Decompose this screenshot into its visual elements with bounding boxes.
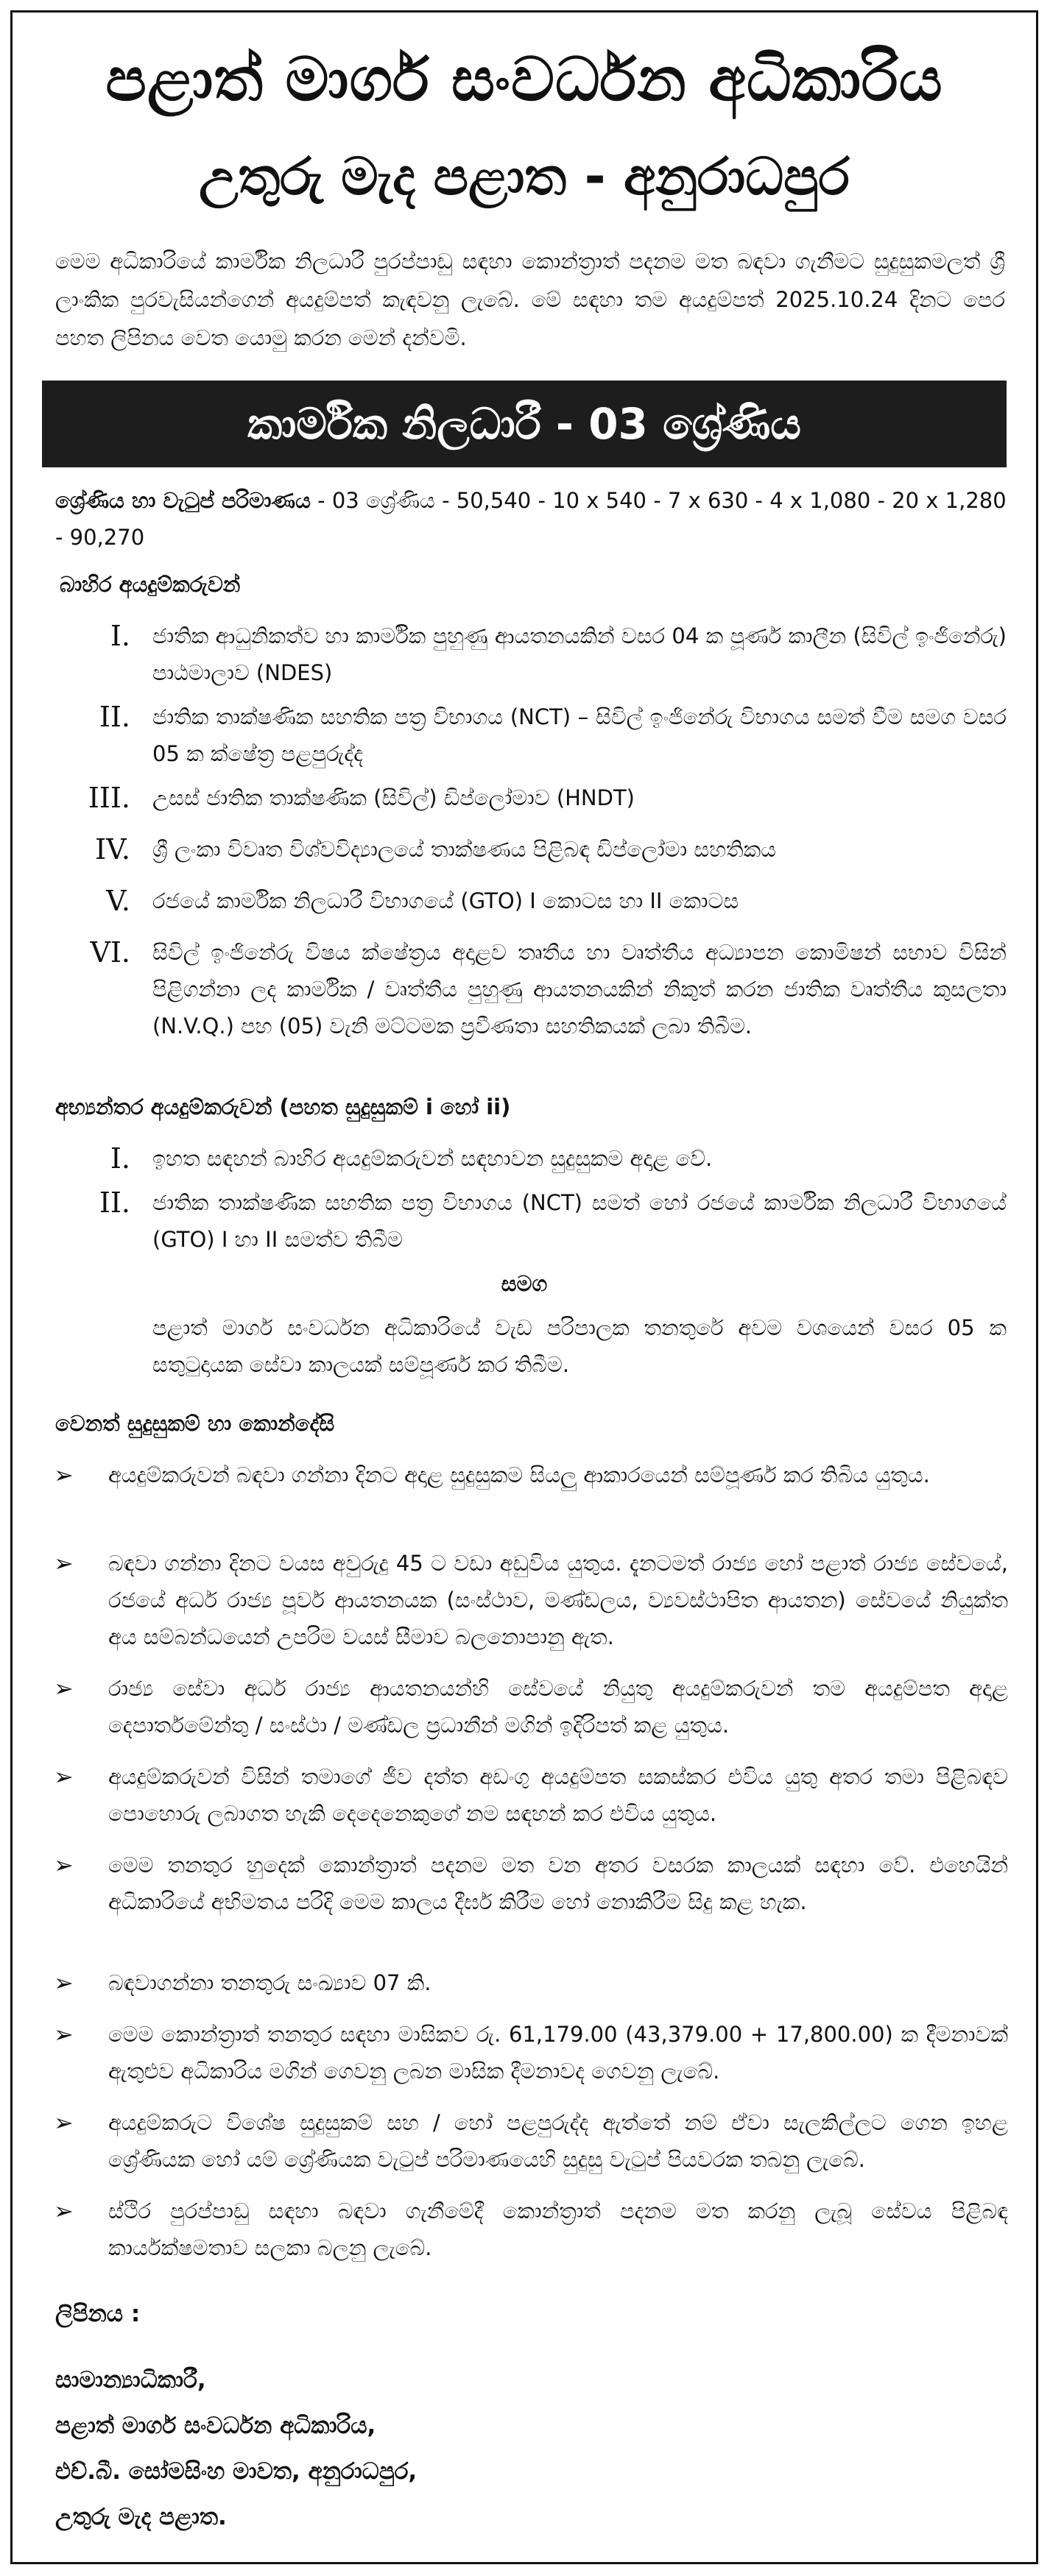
condition-item: බඳවාගන්නා තනතුරු සංඛ්‍යාව 07 කි. (108, 1970, 431, 1995)
address-line: එච්.බී. සෝමසිංහ මාවත, අනුරාධපුර, (55, 2458, 417, 2485)
external-heading: බාහිර අයදුම්කරුවන් (60, 572, 241, 597)
condition-item: මෙම කොන්ත්‍රාත් තනතුර සඳහා මාසිකව රු. 61,179.00 (43,379.00 + 17,800.00) ක දීමනාවක් ඇතුළුව අධිකාරිය මගින් ගෙවනු ලබන මාසික දීමනාවද ගෙවනු ලැබේ. (108, 2022, 1008, 2084)
internal-extra-text: පළාත් මාර්ග සංවර්ධන අධිකාරියේ වැඩ පරිපාලක තනතුරේ අවම වශයෙන් වසර 05 ක සතුටුදායක සේවා කාලයක් සම්පූර්ණ කර තිබීම. (152, 1315, 1007, 1377)
external-item-text: ශ්‍රී ලංකා විවෘත විශ්වවිද්‍යාලයේ තාක්ෂණය පිළිබඳ ඩිප්ලෝමා සහතිකය (152, 837, 777, 862)
bullet-arrow-icon: ➢ (54, 1763, 74, 1791)
external-item-text: උසස් ජාතික තාක්ෂණික (සිවිල්) ඩිප්ලෝමාව (HNDT) (152, 785, 635, 810)
bullet-arrow-icon: ➢ (54, 2020, 74, 2048)
internal-heading: අභ්‍යන්තර අයදුම්කරුවන් (පහත සුදුසුකම් i හෝ ii) (55, 1094, 511, 1119)
bullet-arrow-icon: ➢ (54, 1461, 74, 1489)
bullet-arrow-icon: ➢ (54, 1674, 74, 1702)
bullet-arrow-icon: ➢ (54, 2197, 74, 2225)
external-item-number: VI. (90, 936, 130, 969)
internal-item-text: ජාතික තාක්ෂණික සහතික පත්‍ර විභාගය (NCT) සමත් හෝ රජයේ කාර්මික නිලධාරී විභාගයේ (GTO) I හා II සමත්ව තිබීම (152, 1190, 1007, 1252)
address-heading: ලිපිනය : (55, 2301, 141, 2327)
salary-value: - 03 ශ්‍රේණිය - 50,540 - 10 x 540 - 7 x 630 - 4 x 1,080 - 20 x 1,280 - 90,270 (55, 488, 1007, 550)
external-item-text: සිවිල් ඉංජිනේරු විෂය ක්ෂේත්‍රය අදාළව තෘතීය හා වෘත්තීය අධ්‍යාපන කොමිෂන් සභාව විසින් පිළිගන්නා ලද කාර්මික / වෘත්තීය පුහුණු ආයතනයකින් නිකුත් කරන ජාතික වෘත්තීය කුසලතා (N.V.Q.) පහ (05) වැනි මට්ටමක ප්‍රවීණතා සහතිකයක් ලබා තිබීම. (152, 940, 1007, 1038)
external-item-number: III. (88, 782, 130, 814)
external-item-text: රජයේ කාර්මික නිලධාරී විභාගයේ (GTO) I කොටස හා II කොටස (152, 888, 739, 913)
condition-item: අයදුම්කරුවන් බඳවා ගන්නා දිනට අදාළ සුදුසුකම සියලු ආකාරයෙන් සම්පූර්ණ කර තිබිය යුතුය. (108, 1462, 930, 1487)
external-item-number: V. (106, 885, 130, 917)
address-line: සාමාන්‍යාධිකාරී, (55, 2367, 206, 2393)
condition-item: අයදුම්කරුවන් විසින් තමාගේ ජීව දත්ත අඩංගු අයදුම්පත සකස්කර එවිය යුතු අතර තමා පිළිබඳව පොහොරු ලබාගත හැකි දෙදෙනෙකුගේ නම සඳහන් කර එවිය යුතුය. (108, 1764, 1008, 1826)
salary-scale (55, 482, 1010, 556)
province-subtitle: උතුරු මැද පළාත - අනුරාධපුර (199, 146, 850, 207)
bullet-arrow-icon: ➢ (54, 1549, 74, 1577)
external-item-number: IV. (95, 833, 130, 866)
bullet-arrow-icon: ➢ (54, 2109, 74, 2137)
internal-item-number: II. (99, 1186, 130, 1219)
condition-item: රාජ්‍ය සේවා අර්ධ රාජ්‍ය ආයතනයන්හි සේවයේ නියුතු අයදුම්කරුවන් තම අයදුම්පත අදාළ දෙපාර්තමේන්තු / සංස්ථා / මණ්ඩල ප්‍රධානීන් මගින් ඉදිරිපත් කළ යුතුය. (108, 1676, 1008, 1738)
post-banner: කාර්මික නිලධාරී - 03 ශ්‍රේණිය (42, 381, 1007, 467)
advertisement-page (10, 10, 1038, 2564)
authority-title: පළාත් මාර්ග සංවර්ධන අධිකාරිය (105, 45, 943, 115)
external-item-number: II. (99, 701, 130, 733)
internal-item-text: ඉහත සඳහන් බාහිර අයදුම්කරුවන් සඳහාවන සුදුසුකම අදාළ වේ. (152, 1146, 713, 1171)
bullet-arrow-icon: ➢ (54, 1851, 74, 1879)
conditions-heading: වෙනත් සුදුසුකම් හා කොන්දේසි (55, 1411, 335, 1436)
address-line: උතුරු මැද පළාත. (55, 2504, 227, 2530)
external-item-number: I. (110, 620, 130, 652)
address-line: පළාත් මාර්ග සංවර්ධන අධිකාරිය, (55, 2413, 376, 2439)
condition-item: බඳවා ගන්නා දිනට වයස අවුරුදු 45 ට වඩා අඩුවිය යුතුය. දැනටමත් රාජ්‍ය හෝ පළාත් රාජ්‍ය සේවයේ, රජයේ අර්ධ රාජ්‍ය පූර්ව ආයතනයක (සංස්ථාව, මණ්ඩලය, ව්‍යවස්ථාපිත ආයතන) සේවයේ නියුක්ත අය සම්බන්ධයෙන් උපරිම වයස් සීමාව බලනොපානු ඇත. (108, 1551, 1008, 1649)
salary-label: ශ්‍රේණිය හා වැටුප් පරිමාණය (55, 488, 311, 513)
intro-paragraph: මෙම අධිකාරියේ කාර්මික නිලධාරී පුරප්පාඩු සඳහා කොන්ත්‍රාත් පදනම මත බඳවා ගැනීමට සුදුසුකමලත් ශ්‍රී ලාංකික පුරවැසියන්ගෙන් අයදුම්පත් කැඳවනු ලැබේ. මේ සඳහා තම අයදුම්පත් 2025.10.24 දිනට පෙර පහත ලිපිනය වෙත යොමු කරන මෙන් දන්වමි. (55, 249, 1005, 350)
internal-item-number: I. (110, 1142, 130, 1175)
condition-item: ස්ථිර පුරප්පාඩු සඳහා බඳවා ගැනීමේදී කොන්ත්‍රාත් පදනම මත කරනු ලැබූ සේවය පිළිබඳ කාර්යක්ෂමතාව සලකා බලනු ලැබේ. (108, 2198, 1008, 2260)
external-item-text: ජාතික තාක්ෂණික සහතික පත්‍ර විභාගය (NCT) – සිවිල් ඉංජිනේරු විභාගය සමත් වීම සමග වසර 05 ක ක්ෂේත්‍ර පළපුරුද්ද (152, 704, 1007, 766)
bullet-arrow-icon: ➢ (54, 1969, 74, 1997)
joiner-word: සමග (501, 1271, 548, 1296)
condition-item: අයදුම්කරුට විශේෂ සුදුසුකම් සහ / හෝ පළපුරුද්ද ඇත්තේ නම් ඒවා සැලකිල්ලට ගෙන ඉහළ ශ්‍රේණියක හෝ යම් ශ්‍රේණියක වැටුප් පරිමාණයෙහි සුදුසු වැටුප් පියවරක තබනු ලැබේ. (108, 2110, 1008, 2172)
external-item-text: ජාතික ආධුනිකත්ව හා කාර්මික පුහුණු ආයතනයකින් වසර 04 ක පූර්ණ කාලීන (සිවිල් ඉංජිනේරු) පාඨමාලාව (NDES) (152, 623, 1007, 685)
condition-item: මෙම තනතුර හුදෙක් කොන්ත්‍රාත් පදනම මත වන අතර වසරක කාලයක් සඳහා වේ. එහෙයින් අධිකාරියේ අභිමතය පරිදි මෙම කාලය දීර්ඝ කිරීම හෝ නොකිරීම සිදු කළ හැක. (108, 1853, 1008, 1914)
